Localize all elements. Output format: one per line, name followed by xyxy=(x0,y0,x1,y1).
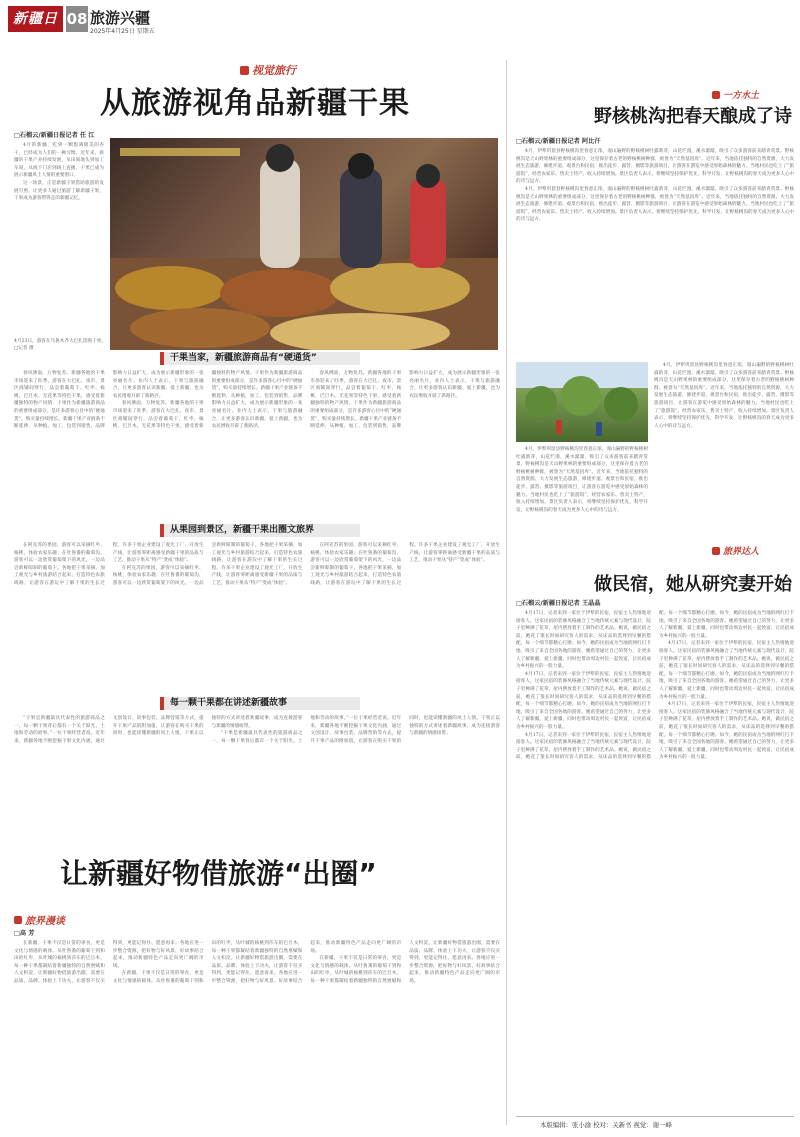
main-photo xyxy=(110,138,498,350)
main-kicker xyxy=(240,62,296,78)
right-bottom-body xyxy=(516,610,794,1110)
right-bottom-paragraph-1: 4月17日，记者来到一家位于伊犁的民宿，民宿主人热情地迎接客人。这家民宿的装修风格融合了当地传统元素与现代设计，院子里种满了花草，屋内摆放着手工制作的艺术品。她说，做民宿之前，她花了很长时间研究客人的需求，从床品的选择到早餐的搭配，每一个细节都精心打磨。如今，她的民宿成为当地的网红打卡地，吸引了来自全国各地的游客。她希望通过自己的努力，让更多人了解新疆，爱上新疆，同时也带动周边村民一起致富，让民宿成为乡村振兴的一股力量。 xyxy=(516,611,651,670)
body-2-paragraph: 在阿克苏的果园，游客可以采摘红枣、核桃，体验农家乐趣；在吐鲁番的葡萄沟，游客可以一边欣赏葡萄架下的风光，一边品尝新鲜晾制的葡萄干。各地把干果采摘、加工观光与乡村旅游结合起来，打造特色农旅线路，让游客在游玩中了解干果的生长过程。许多干果企业建设了观光工厂，开放生产线，让游客零距离感受新疆干果的品质与工艺，推动干果从“特产”变成“体验”。 xyxy=(14,543,204,586)
body-3-paragraph-repeat: “干果是新疆最具代表性的旅游商品之一，每一颗干果背后都有一个关于阳光、土地和劳动的故事。”一位干果经营者说。近年来，新疆各地不断挖掘干果文化内涵，通过文创设计、故事包装、品牌营销等方式，提升干果产品的附加值，让游客在购买干果的同时，也能读懂新疆的风土人情。干果正以独特的方式讲述着新疆故事，成为连接游客与新疆的情感纽带。 xyxy=(211,716,500,744)
opinion-body xyxy=(14,940,500,1124)
right-top-body xyxy=(516,148,794,358)
right-top-paragraph-continued: 4月，伊犁巩留县野核桃沟里春意正浓，漫山遍野的野核桃树吐露新芽，山花烂漫，溪水潺潺，吸引了众多游客前来踏青赏景。野核桃沟是天山野果林的重要组成部分，这里保存着古老的野核桃树种群，被誉为“天然基因库”。近年来，当地依托独特的自然资源，大力发展生态旅游，修建步道、观景台和民宿，推出徒步、露营、摄影等旅游项目，让游客在游览中感受原始森林的魅力。当地村民也吃上了“旅游饭”，经营农家乐、售卖土特产，收入持续增加。景区负责人表示，将继续坚持保护优先，科学开发，让野核桃沟的春天成为更多人心中的诗与远方。 xyxy=(654,363,794,429)
right-top-headline: 野核桃沟把春天酿成了诗 xyxy=(594,106,792,127)
issue-date: 2025年4月25日 星期五 xyxy=(90,28,155,35)
right-bottom-kicker xyxy=(712,544,759,557)
right-top-paragraph-repeat: 4月，伊犁巩留县野核桃沟里春意正浓，漫山遍野的野核桃树吐露新芽，山花烂漫，溪水潺潺，吸引了众多游客前来踏青赏景。野核桃沟是天山野果林的重要组成部分，这里保存着古老的野核桃树种群，被誉为“天然基因库”。近年来，当地依托独特的自然资源，大力发展生态旅游，修建步道、观景台和民宿，推出徒步、露营、摄影等旅游项目，让游客在游览中感受原始森林的魅力。当地村民也吃上了“旅游饭”，经营农家乐、售卖土特产，收入持续增加。景区负责人表示，将继续坚持保护优先，科学开发，让野核桃沟的春天成为更多人心中的诗与远方。 xyxy=(516,186,794,223)
kicker-bullet-icon-4 xyxy=(712,547,720,555)
opinion-byline: □高 芳 xyxy=(14,930,35,937)
right-bottom-paragraph-5: 4月17日，记者来到一家位于伊犁的民宿，民宿主人热情地迎接客人。这家民宿的装修风格融合了当地传统元素与现代设计，院子里种满了花草，屋内摆放着手工制作的艺术品。她说，做民宿之前，她花了很长时间研究客人的需求，从床品的选择到早餐的搭配，每一个细节都精心打磨。如今，她的民宿成为当地的网红打卡地，吸引了来自全国各地的游客。她希望通过自己的努力，让更多人了解新疆，爱上新疆，同时也带动周边村民一起致富，让民宿成为乡村振兴的一股力量。 xyxy=(659,702,794,761)
opinion-paragraph: 在新疆，干果不仅是日常的零食，更是文化与情感的载体。从吐鲁番的葡萄干到和田的红枣，从叶城的核桃到莎车的巴旦木，每一种干果都凝结着新疆独特的自然禀赋和人文积淀。让新疆好物借旅游出圈，需要在品质、品牌、体验上下功夫，让游客不仅买得到，更能记得住、愿意再来。各地应进一步整合资源，把好物与好风景、好故事结合起来，推动新疆特色产品走向更广阔的市场。 xyxy=(14,941,204,984)
body-1-paragraph-repeat: 春风拂面，万物复苏。新疆各地的干果市场迎来了旺季，游客在大巴扎、夜市、景区商铺间穿行，品尝着葡萄干、红枣、核桃、巴旦木、无花果等特色干果，感受着新疆独特的物产风情。干果作为新疆旅游商品的重要组成部分，是许多游客心目中的“硬通货”，购买量持续增长。新疆干果产业链条不断延伸，从种植、加工、包装到销售，品牌影响力日益扩大，成为展示新疆形象的一张亮丽名片。业内人士表示，干果与旅游融合，让更多游客认识新疆、爱上新疆，也为农民增收开辟了新路径。 xyxy=(112,371,303,430)
right-bottom-paragraph-4: 4月17日，记者来到一家位于伊犁的民宿，民宿主人热情地迎接客人。这家民宿的装修风格融合了当地传统元素与现代设计，院子里种满了花草，屋内摆放着手工制作的艺术品。她说，做民宿之前，她花了很长时间研究客人的需求，从床品的选择到早餐的搭配，每一个细节都精心打磨。如今，她的民宿成为当地的网红打卡地，吸引了来自全国各地的游客。她希望通过自己的努力，让更多人了解新疆，爱上新疆，同时也带动周边村民一起致富，让民宿成为乡村振兴的一股力量。 xyxy=(659,641,794,700)
right-top-body-continued xyxy=(654,362,794,540)
dried-fruit-stall-illustration xyxy=(110,138,498,350)
page-number: 08 xyxy=(66,6,88,32)
right-top-kicker-label: 一方水土 xyxy=(723,91,760,101)
opinion-kicker-label: 旅界漫谈 xyxy=(25,916,65,927)
body-3-paragraph: “干果是新疆最具代表性的旅游商品之一，每一颗干果背后都有一个关于阳光、土地和劳动的故事。”一位干果经营者说。近年来，新疆各地不断挖掘干果文化内涵，通过文创设计、故事包装、品牌营销等方式，提升干果产品的附加值，让游客在购买干果的同时，也能读懂新疆的风土人情。干果正以独特的方式讲述着新疆故事，成为连接游客与新疆的情感纽带。 xyxy=(14,716,303,744)
right-bottom-headline: 做民宿，她从研究妻开始 xyxy=(594,574,792,595)
subheading-2: 从果园到景区，新疆干果出圈文旅界 xyxy=(160,524,360,537)
newspaper-logo: 新疆日報 xyxy=(8,6,63,32)
kicker-bullet-icon xyxy=(240,66,249,75)
right-bottom-paragraph-2: 4月17日，记者来到一家位于伊犁的民宿，民宿主人热情地迎接客人。这家民宿的装修风格融合了当地传统元素与现代设计，院子里种满了花草，屋内摆放着手工制作的艺术品。她说，做民宿之前，她花了很长时间研究客人的需求，从床品的选择到早餐的搭配，每一个细节都精心打磨。如今，她的民宿成为当地的网红打卡地，吸引了来自全国各地的游客。她希望通过自己的努力，让更多人了解新疆，爱上新疆，同时也带动周边村民一起致富，让民宿成为乡村振兴的一股力量。 xyxy=(516,671,651,730)
opinion-paragraph-repeat-2: 在新疆，干果不仅是日常的零食，更是文化与情感的载体。从吐鲁番的葡萄干到和田的红枣，从叶城的核桃到莎车的巴旦木，每一种干果都凝结着新疆独特的自然禀赋和人文积淀。让新疆好物借旅游出圈，需要在品质、品牌、体验上下功夫，让游客不仅买得到，更能记得住、愿意再来。各地应进一步整合资源，把好物与好风景、好故事结合起来，推动新疆特色产品走向更广阔的市场。 xyxy=(310,941,500,984)
main-intro-paragraph-2: 这一场景，正是新疆干果借助旅游的发展写照，让更多人通过旅游了解新疆干果，干果成为游客带得走的新疆记忆。 xyxy=(14,180,104,202)
body-section-1 xyxy=(14,370,500,518)
body-section-3 xyxy=(14,715,500,833)
right-bottom-kicker-label: 旅界达人 xyxy=(723,547,760,557)
kicker-bullet-icon-2 xyxy=(14,916,22,924)
right-top-paragraph-lower: 4月，伊犁巩留县野核桃沟里春意正浓，漫山遍野的野核桃树吐露新芽，山花烂漫，溪水潺潺，吸引了众多游客前来踏青赏景。野核桃沟是天山野果林的重要组成部分，这里保存着古老的野核桃树种群，被誉为“天然基因库”。近年来，当地依托独特的自然资源，大力发展生态旅游，修建步道、观景台和民宿，推出徒步、露营、摄影等旅游项目，让游客在游览中感受原始森林的魅力。当地村民也吃上了“旅游饭”，经营农家乐、售卖土特产，收入持续增加。景区负责人表示，将继续坚持保护优先，科学开发，让野核桃沟的春天成为更多人心中的诗与远方。 xyxy=(516,447,648,513)
walnut-valley-scene xyxy=(516,362,648,442)
opinion-kicker xyxy=(14,912,65,927)
subheading-1: 干果当家，新疆旅游商品有“硬通货” xyxy=(160,352,360,365)
subheading-3: 每一颗干果都在讲述新疆故事 xyxy=(160,697,360,710)
kicker-bullet-icon-3 xyxy=(712,91,720,99)
main-intro xyxy=(14,142,104,352)
main-photo-caption: 4月23日，游客在乌鲁木齐大巴扎选购干果。□记者 摄 xyxy=(14,339,106,351)
main-kicker-label: 视觉旅行 xyxy=(252,64,296,77)
right-bottom-paragraph-3: 4月17日，记者来到一家位于伊犁的民宿，民宿主人热情地迎接客人。这家民宿的装修风格融合了当地传统元素与现代设计，院子里种满了花草，屋内摆放着手工制作的艺术品。她说，做民宿之前，她花了很长时间研究客人的需求，从床品的选择到早餐的搭配，每一个细节都精心打磨。如今，她的民宿成为当地的网红打卡地，吸引了来自全国各地的游客。她希望通过自己的努力，让更多人了解新疆，爱上新疆，同时也带动周边村民一起致富，让民宿成为乡村振兴的一股力量。 xyxy=(516,611,794,761)
body-section-2 xyxy=(14,542,500,692)
right-top-kicker xyxy=(712,88,759,101)
section-title: 旅游兴疆 xyxy=(90,9,151,27)
secondary-headline: 让新疆好物借旅游“出圈” xyxy=(60,857,377,890)
opinion-paragraph-repeat: 在新疆，干果不仅是日常的零食，更是文化与情感的载体。从吐鲁番的葡萄干到和田的红枣，从叶城的核桃到莎车的巴旦木，每一种干果都凝结着新疆独特的自然禀赋和人文积淀。让新疆好物借旅游出圈，需要在品质、品牌、体验上下功夫，让游客不仅买得到，更能记得住、愿意再来。各地应进一步整合资源，把好物与好风景、好故事结合起来，推动新疆特色产品走向更广阔的市场。 xyxy=(112,941,402,984)
main-headline: 从旅游视角品新疆干果 xyxy=(100,86,410,121)
footer-rule xyxy=(516,1116,794,1117)
body-1-paragraph-repeat-2: 春风拂面，万物复苏。新疆各地的干果市场迎来了旺季，游客在大巴扎、夜市、景区商铺间穿行，品尝着葡萄干、红枣、核桃、巴旦木、无花果等特色干果，感受着新疆独特的物产风情。干果作为新疆旅游商品的重要组成部分，是许多游客心目中的“硬通货”，购买量持续增长。新疆干果产业链条不断延伸，从种植、加工、包装到销售，品牌影响力日益扩大，成为展示新疆形象的一张亮丽名片。业内人士表示，干果与旅游融合，让更多游客认识新疆、爱上新疆，也为农民增收开辟了新路径。 xyxy=(310,371,500,430)
column-divider xyxy=(506,60,507,1125)
footer-credits: 本版编辑：张小渝 校对：关新书 视觉：谢一峰 xyxy=(540,1121,672,1129)
right-bottom-byline: □石榴云/新疆日报记者 王晶晶 xyxy=(516,600,601,607)
body-1-paragraph: 春风拂面，万物复苏。新疆各地的干果市场迎来了旺季，游客在大巴扎、夜市、景区商铺间穿行，品尝着葡萄干、红枣、核桃、巴旦木、无花果等特色干果，感受着新疆独特的物产风情。干果作为新疆旅游商品的重要组成部分，是许多游客心目中的“硬通货”，购买量持续增长。新疆干果产业链条不断延伸，从种植、加工、包装到销售，品牌影响力日益扩大，成为展示新疆形象的一张亮丽名片。业内人士表示，干果与旅游融合，让更多游客认识新疆、爱上新疆，也为农民增收开辟了新路径。 xyxy=(14,371,204,430)
body-2-paragraph-repeat-2: 在阿克苏的果园，游客可以采摘红枣、核桃，体验农家乐趣；在吐鲁番的葡萄沟，游客可以一边欣赏葡萄架下的风光，一边品尝新鲜晾制的葡萄干。各地把干果采摘、加工观光与乡村旅游结合起来，打造特色农旅线路，让游客在游玩中了解干果的生长过程。许多干果企业建设了观光工厂，开放生产线，让游客零距离感受新疆干果的品质与工艺，推动干果从“特产”变成“体验”。 xyxy=(310,543,500,586)
main-intro-paragraph-1: 4月的新疆，吃到一颗饱满甜美的杏干，已经成为人们的一种习惯。近年来，新疆的干果产业持续发展，从田间地头到加工车间，从线下门店到线上直播，干果已成为展示新疆风土人情的重要窗口。 xyxy=(14,143,104,179)
right-top-paragraph: 4月，伊犁巩留县野核桃沟里春意正浓，漫山遍野的野核桃树吐露新芽，山花烂漫，溪水潺潺，吸引了众多游客前来踏青赏景。野核桃沟是天山野果林的重要组成部分，这里保存着古老的野核桃树种群，被誉为“天然基因库”。近年来，当地依托独特的自然资源，大力发展生态旅游，修建步道、观景台和民宿，推出徒步、露营、摄影等旅游项目，让游客在游览中感受原始森林的魅力。当地村民也吃上了“旅游饭”，经营农家乐、售卖土特产，收入持续增加。景区负责人表示，将继续坚持保护优先，科学开发，让野核桃沟的春天成为更多人心中的诗与远方。 xyxy=(516,149,794,185)
right-top-byline: □石榴云/新疆日报记者 阿比汗 xyxy=(516,138,601,145)
right-top-photo xyxy=(516,362,648,442)
main-byline: □石榴云/新疆日报记者 任 江 xyxy=(14,132,95,139)
right-top-body-lower xyxy=(516,446,648,540)
body-2-paragraph-repeat: 在阿克苏的果园，游客可以采摘红枣、核桃，体验农家乐趣；在吐鲁番的葡萄沟，游客可以一边欣赏葡萄架下的风光，一边品尝新鲜晾制的葡萄干。各地把干果采摘、加工观光与乡村旅游结合起来，打造特色农旅线路，让游客在游玩中了解干果的生长过程。许多干果企业建设了观光工厂，开放生产线，让游客零距离感受新疆干果的品质与工艺，推动干果从“特产”变成“体验”。 xyxy=(112,543,303,586)
